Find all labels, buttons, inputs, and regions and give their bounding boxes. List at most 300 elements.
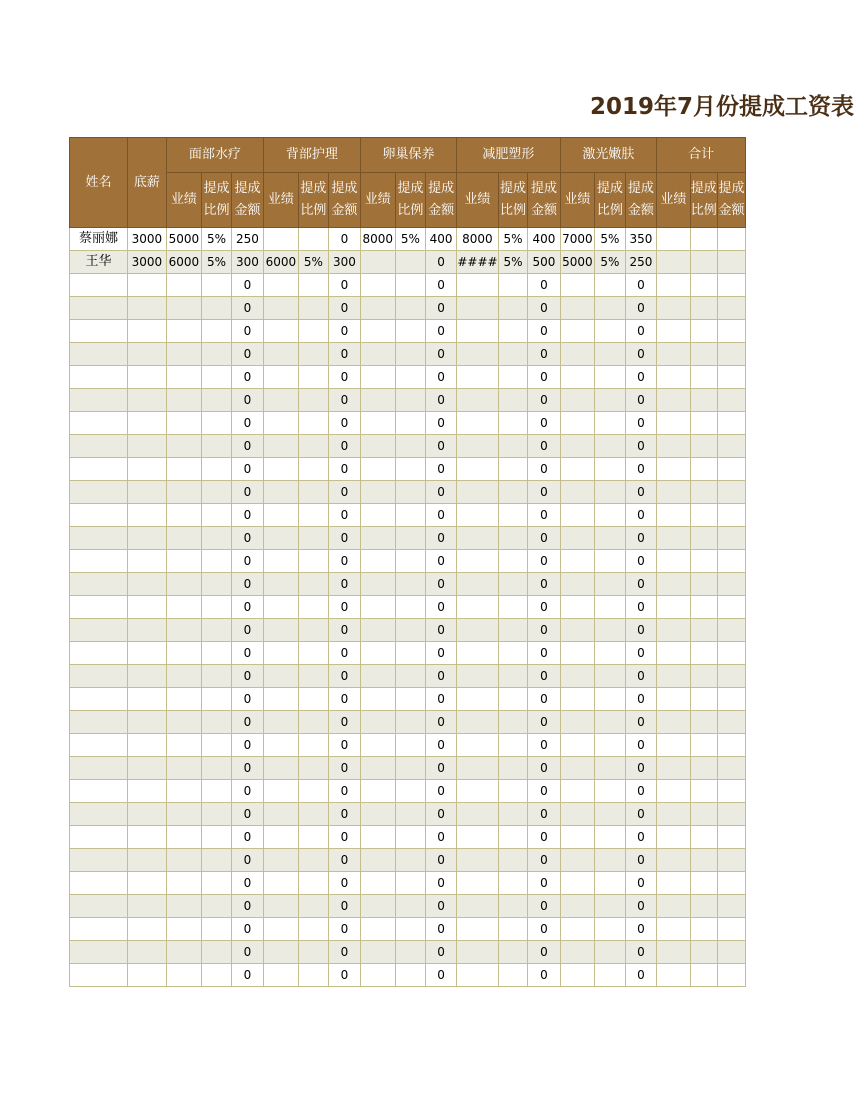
table-cell[interactable] bbox=[166, 504, 201, 527]
table-cell[interactable] bbox=[560, 343, 595, 366]
table-cell[interactable] bbox=[595, 389, 625, 412]
table-cell[interactable] bbox=[690, 573, 717, 596]
table-cell[interactable] bbox=[360, 527, 395, 550]
table-cell[interactable] bbox=[595, 320, 625, 343]
table-cell[interactable] bbox=[264, 711, 299, 734]
table-cell[interactable] bbox=[560, 481, 595, 504]
table-cell[interactable]: 0 bbox=[425, 412, 457, 435]
table-cell[interactable] bbox=[560, 504, 595, 527]
table-cell[interactable]: 6000 bbox=[166, 251, 201, 274]
cell-base-salary[interactable] bbox=[128, 458, 167, 481]
table-cell[interactable] bbox=[595, 688, 625, 711]
table-cell[interactable]: 5% bbox=[395, 228, 425, 251]
table-cell[interactable] bbox=[264, 412, 299, 435]
table-cell[interactable]: 0 bbox=[625, 366, 657, 389]
table-cell[interactable] bbox=[657, 872, 690, 895]
table-cell[interactable] bbox=[360, 665, 395, 688]
table-cell[interactable]: 5% bbox=[498, 228, 528, 251]
table-cell[interactable] bbox=[360, 596, 395, 619]
table-cell[interactable]: 0 bbox=[528, 343, 560, 366]
table-cell[interactable] bbox=[657, 573, 690, 596]
table-cell[interactable] bbox=[166, 826, 201, 849]
table-cell[interactable] bbox=[457, 573, 498, 596]
table-cell[interactable] bbox=[202, 435, 232, 458]
cell-name[interactable] bbox=[70, 527, 128, 550]
table-cell[interactable] bbox=[595, 435, 625, 458]
table-cell[interactable] bbox=[166, 964, 201, 987]
table-cell[interactable]: 0 bbox=[231, 320, 263, 343]
table-cell[interactable]: 0 bbox=[625, 918, 657, 941]
table-cell[interactable] bbox=[202, 895, 232, 918]
table-cell[interactable] bbox=[360, 964, 395, 987]
table-cell[interactable] bbox=[560, 780, 595, 803]
table-cell[interactable] bbox=[298, 964, 328, 987]
table-cell[interactable] bbox=[166, 527, 201, 550]
table-cell[interactable] bbox=[657, 481, 690, 504]
table-cell[interactable] bbox=[595, 757, 625, 780]
table-cell[interactable]: 0 bbox=[528, 964, 560, 987]
table-cell[interactable] bbox=[560, 274, 595, 297]
table-cell[interactable] bbox=[690, 251, 717, 274]
cell-name[interactable] bbox=[70, 619, 128, 642]
table-cell[interactable] bbox=[395, 320, 425, 343]
table-cell[interactable] bbox=[717, 849, 745, 872]
table-cell[interactable]: 0 bbox=[425, 734, 457, 757]
table-cell[interactable]: 0 bbox=[329, 320, 361, 343]
table-cell[interactable]: 5% bbox=[298, 251, 328, 274]
table-cell[interactable] bbox=[595, 941, 625, 964]
table-cell[interactable]: 0 bbox=[425, 550, 457, 573]
table-cell[interactable] bbox=[690, 895, 717, 918]
table-cell[interactable] bbox=[395, 297, 425, 320]
table-cell[interactable]: 0 bbox=[625, 343, 657, 366]
table-cell[interactable] bbox=[298, 849, 328, 872]
table-cell[interactable] bbox=[657, 366, 690, 389]
table-cell[interactable] bbox=[395, 803, 425, 826]
table-cell[interactable] bbox=[298, 803, 328, 826]
table-cell[interactable] bbox=[657, 228, 690, 251]
table-cell[interactable] bbox=[498, 343, 528, 366]
table-cell[interactable] bbox=[264, 895, 299, 918]
table-cell[interactable]: 0 bbox=[528, 941, 560, 964]
table-cell[interactable]: 0 bbox=[329, 458, 361, 481]
table-cell[interactable] bbox=[717, 527, 745, 550]
cell-base-salary[interactable] bbox=[128, 895, 167, 918]
table-cell[interactable] bbox=[560, 849, 595, 872]
cell-name[interactable] bbox=[70, 412, 128, 435]
table-cell[interactable]: 250 bbox=[625, 251, 657, 274]
table-cell[interactable] bbox=[717, 550, 745, 573]
table-cell[interactable] bbox=[560, 734, 595, 757]
table-cell[interactable]: 0 bbox=[625, 481, 657, 504]
table-cell[interactable] bbox=[298, 343, 328, 366]
cell-name[interactable] bbox=[70, 320, 128, 343]
table-cell[interactable] bbox=[498, 665, 528, 688]
table-cell[interactable]: 0 bbox=[425, 665, 457, 688]
table-cell[interactable]: 7000 bbox=[560, 228, 595, 251]
table-cell[interactable] bbox=[395, 550, 425, 573]
table-cell[interactable] bbox=[560, 366, 595, 389]
table-cell[interactable]: 0 bbox=[231, 504, 263, 527]
table-cell[interactable]: 0 bbox=[625, 389, 657, 412]
table-cell[interactable] bbox=[560, 389, 595, 412]
cell-base-salary[interactable] bbox=[128, 711, 167, 734]
table-cell[interactable] bbox=[657, 320, 690, 343]
cell-base-salary[interactable] bbox=[128, 573, 167, 596]
cell-base-salary[interactable] bbox=[128, 734, 167, 757]
table-cell[interactable] bbox=[264, 964, 299, 987]
table-cell[interactable] bbox=[560, 918, 595, 941]
table-cell[interactable]: 0 bbox=[528, 895, 560, 918]
cell-name[interactable] bbox=[70, 826, 128, 849]
table-cell[interactable]: 0 bbox=[425, 780, 457, 803]
table-cell[interactable]: 0 bbox=[231, 757, 263, 780]
table-cell[interactable] bbox=[166, 941, 201, 964]
table-cell[interactable] bbox=[360, 504, 395, 527]
table-cell[interactable]: 300 bbox=[231, 251, 263, 274]
table-cell[interactable] bbox=[657, 780, 690, 803]
table-cell[interactable]: 0 bbox=[425, 527, 457, 550]
table-cell[interactable]: 0 bbox=[528, 435, 560, 458]
table-cell[interactable]: 0 bbox=[425, 895, 457, 918]
table-cell[interactable]: 0 bbox=[528, 481, 560, 504]
table-cell[interactable]: 0 bbox=[528, 412, 560, 435]
table-cell[interactable]: 0 bbox=[425, 596, 457, 619]
table-cell[interactable] bbox=[264, 734, 299, 757]
cell-base-salary[interactable] bbox=[128, 527, 167, 550]
table-cell[interactable] bbox=[298, 481, 328, 504]
table-cell[interactable] bbox=[595, 711, 625, 734]
table-cell[interactable] bbox=[717, 435, 745, 458]
table-cell[interactable] bbox=[264, 642, 299, 665]
table-cell[interactable]: 0 bbox=[329, 711, 361, 734]
table-cell[interactable] bbox=[264, 826, 299, 849]
table-cell[interactable] bbox=[690, 389, 717, 412]
table-cell[interactable] bbox=[360, 826, 395, 849]
table-cell[interactable]: 0 bbox=[425, 918, 457, 941]
table-cell[interactable] bbox=[395, 366, 425, 389]
cell-base-salary[interactable] bbox=[128, 757, 167, 780]
cell-base-salary[interactable] bbox=[128, 619, 167, 642]
table-cell[interactable] bbox=[202, 688, 232, 711]
table-cell[interactable] bbox=[498, 711, 528, 734]
table-cell[interactable]: 0 bbox=[528, 665, 560, 688]
table-cell[interactable]: 0 bbox=[329, 734, 361, 757]
table-cell[interactable]: 0 bbox=[528, 711, 560, 734]
table-cell[interactable] bbox=[457, 688, 498, 711]
table-cell[interactable]: 0 bbox=[625, 688, 657, 711]
table-cell[interactable]: 0 bbox=[329, 366, 361, 389]
table-cell[interactable] bbox=[657, 297, 690, 320]
table-cell[interactable] bbox=[298, 688, 328, 711]
table-cell[interactable] bbox=[498, 527, 528, 550]
cell-name[interactable] bbox=[70, 780, 128, 803]
table-cell[interactable] bbox=[395, 412, 425, 435]
table-cell[interactable]: 0 bbox=[231, 596, 263, 619]
cell-name[interactable] bbox=[70, 596, 128, 619]
table-cell[interactable]: 0 bbox=[625, 734, 657, 757]
table-cell[interactable] bbox=[717, 826, 745, 849]
table-cell[interactable] bbox=[657, 642, 690, 665]
table-cell[interactable] bbox=[457, 642, 498, 665]
cell-base-salary[interactable] bbox=[128, 872, 167, 895]
table-cell[interactable]: 0 bbox=[528, 320, 560, 343]
table-cell[interactable]: #### bbox=[457, 251, 498, 274]
table-cell[interactable] bbox=[457, 734, 498, 757]
table-cell[interactable]: 8000 bbox=[360, 228, 395, 251]
table-cell[interactable] bbox=[166, 711, 201, 734]
table-cell[interactable] bbox=[717, 274, 745, 297]
table-cell[interactable] bbox=[690, 596, 717, 619]
table-cell[interactable] bbox=[395, 642, 425, 665]
table-cell[interactable] bbox=[498, 435, 528, 458]
table-cell[interactable] bbox=[202, 458, 232, 481]
table-cell[interactable]: 0 bbox=[425, 757, 457, 780]
table-cell[interactable] bbox=[166, 895, 201, 918]
table-cell[interactable] bbox=[457, 711, 498, 734]
table-cell[interactable] bbox=[657, 412, 690, 435]
table-cell[interactable] bbox=[717, 665, 745, 688]
table-cell[interactable]: 0 bbox=[425, 803, 457, 826]
cell-base-salary[interactable] bbox=[128, 941, 167, 964]
table-cell[interactable] bbox=[657, 389, 690, 412]
table-cell[interactable]: 8000 bbox=[457, 228, 498, 251]
table-cell[interactable] bbox=[360, 619, 395, 642]
table-cell[interactable] bbox=[264, 688, 299, 711]
table-cell[interactable] bbox=[717, 412, 745, 435]
table-cell[interactable] bbox=[717, 481, 745, 504]
table-cell[interactable] bbox=[298, 389, 328, 412]
table-cell[interactable]: 0 bbox=[528, 596, 560, 619]
table-cell[interactable] bbox=[264, 757, 299, 780]
table-cell[interactable] bbox=[690, 228, 717, 251]
table-cell[interactable]: 0 bbox=[231, 389, 263, 412]
table-cell[interactable] bbox=[690, 803, 717, 826]
table-cell[interactable] bbox=[202, 412, 232, 435]
table-cell[interactable]: 0 bbox=[625, 642, 657, 665]
table-cell[interactable]: 0 bbox=[231, 734, 263, 757]
cell-base-salary[interactable]: 3000 bbox=[128, 228, 167, 251]
table-cell[interactable] bbox=[202, 803, 232, 826]
table-cell[interactable] bbox=[166, 803, 201, 826]
table-cell[interactable] bbox=[202, 711, 232, 734]
table-cell[interactable] bbox=[395, 826, 425, 849]
table-cell[interactable] bbox=[298, 665, 328, 688]
table-cell[interactable] bbox=[395, 665, 425, 688]
table-cell[interactable] bbox=[560, 964, 595, 987]
table-cell[interactable]: 0 bbox=[625, 780, 657, 803]
table-cell[interactable] bbox=[395, 527, 425, 550]
table-cell[interactable] bbox=[264, 780, 299, 803]
table-cell[interactable]: 0 bbox=[231, 550, 263, 573]
table-cell[interactable] bbox=[657, 711, 690, 734]
table-cell[interactable]: 250 bbox=[231, 228, 263, 251]
table-cell[interactable]: 0 bbox=[231, 343, 263, 366]
table-cell[interactable] bbox=[595, 527, 625, 550]
table-cell[interactable] bbox=[595, 964, 625, 987]
table-cell[interactable] bbox=[690, 481, 717, 504]
table-cell[interactable] bbox=[657, 964, 690, 987]
table-cell[interactable] bbox=[457, 803, 498, 826]
cell-base-salary[interactable] bbox=[128, 343, 167, 366]
table-cell[interactable]: 500 bbox=[528, 251, 560, 274]
cell-base-salary[interactable] bbox=[128, 274, 167, 297]
table-cell[interactable] bbox=[498, 941, 528, 964]
table-cell[interactable] bbox=[498, 918, 528, 941]
cell-name[interactable] bbox=[70, 757, 128, 780]
table-cell[interactable] bbox=[166, 343, 201, 366]
cell-name[interactable] bbox=[70, 665, 128, 688]
table-cell[interactable]: 0 bbox=[425, 343, 457, 366]
table-cell[interactable] bbox=[717, 757, 745, 780]
table-cell[interactable]: 0 bbox=[231, 688, 263, 711]
table-cell[interactable]: 0 bbox=[425, 826, 457, 849]
table-cell[interactable] bbox=[166, 665, 201, 688]
table-cell[interactable]: 0 bbox=[231, 918, 263, 941]
table-cell[interactable]: 0 bbox=[329, 481, 361, 504]
table-cell[interactable]: 5000 bbox=[166, 228, 201, 251]
table-cell[interactable] bbox=[595, 343, 625, 366]
table-cell[interactable] bbox=[657, 458, 690, 481]
table-cell[interactable] bbox=[166, 642, 201, 665]
table-cell[interactable]: 0 bbox=[528, 757, 560, 780]
table-cell[interactable]: 0 bbox=[625, 320, 657, 343]
table-cell[interactable] bbox=[595, 274, 625, 297]
table-cell[interactable]: 0 bbox=[625, 872, 657, 895]
table-cell[interactable]: 0 bbox=[425, 941, 457, 964]
table-cell[interactable] bbox=[395, 711, 425, 734]
table-cell[interactable] bbox=[560, 826, 595, 849]
table-cell[interactable] bbox=[657, 527, 690, 550]
table-cell[interactable] bbox=[457, 550, 498, 573]
cell-name[interactable]: 蔡丽娜 bbox=[70, 228, 128, 251]
cell-base-salary[interactable] bbox=[128, 803, 167, 826]
table-cell[interactable] bbox=[717, 228, 745, 251]
table-cell[interactable] bbox=[360, 481, 395, 504]
table-cell[interactable] bbox=[202, 481, 232, 504]
table-cell[interactable]: 0 bbox=[528, 642, 560, 665]
table-cell[interactable] bbox=[717, 872, 745, 895]
table-cell[interactable] bbox=[202, 504, 232, 527]
table-cell[interactable] bbox=[166, 619, 201, 642]
table-cell[interactable]: 0 bbox=[329, 412, 361, 435]
table-cell[interactable]: 0 bbox=[528, 550, 560, 573]
table-cell[interactable] bbox=[202, 780, 232, 803]
table-cell[interactable] bbox=[298, 228, 328, 251]
cell-name[interactable] bbox=[70, 918, 128, 941]
table-cell[interactable]: 0 bbox=[528, 688, 560, 711]
table-cell[interactable] bbox=[657, 941, 690, 964]
table-cell[interactable] bbox=[457, 849, 498, 872]
table-cell[interactable] bbox=[202, 826, 232, 849]
table-cell[interactable]: 5000 bbox=[560, 251, 595, 274]
table-cell[interactable] bbox=[360, 918, 395, 941]
table-cell[interactable]: 0 bbox=[528, 458, 560, 481]
table-cell[interactable] bbox=[264, 297, 299, 320]
table-cell[interactable] bbox=[395, 435, 425, 458]
table-cell[interactable]: 0 bbox=[425, 274, 457, 297]
table-cell[interactable] bbox=[717, 343, 745, 366]
cell-base-salary[interactable] bbox=[128, 780, 167, 803]
table-cell[interactable]: 6000 bbox=[264, 251, 299, 274]
table-cell[interactable] bbox=[202, 918, 232, 941]
table-cell[interactable]: 0 bbox=[528, 274, 560, 297]
table-cell[interactable]: 0 bbox=[425, 711, 457, 734]
table-cell[interactable] bbox=[264, 274, 299, 297]
table-cell[interactable]: 0 bbox=[625, 458, 657, 481]
table-cell[interactable] bbox=[360, 872, 395, 895]
table-cell[interactable] bbox=[717, 711, 745, 734]
table-cell[interactable] bbox=[264, 481, 299, 504]
table-cell[interactable] bbox=[298, 596, 328, 619]
table-cell[interactable]: 0 bbox=[625, 297, 657, 320]
table-cell[interactable] bbox=[202, 550, 232, 573]
table-cell[interactable] bbox=[264, 619, 299, 642]
table-cell[interactable] bbox=[690, 941, 717, 964]
table-cell[interactable] bbox=[560, 665, 595, 688]
table-cell[interactable]: 0 bbox=[625, 826, 657, 849]
table-cell[interactable] bbox=[298, 297, 328, 320]
table-cell[interactable]: 0 bbox=[329, 872, 361, 895]
cell-base-salary[interactable] bbox=[128, 642, 167, 665]
table-cell[interactable] bbox=[457, 435, 498, 458]
table-cell[interactable] bbox=[360, 642, 395, 665]
cell-base-salary[interactable] bbox=[128, 504, 167, 527]
table-cell[interactable] bbox=[717, 895, 745, 918]
table-cell[interactable] bbox=[690, 274, 717, 297]
table-cell[interactable] bbox=[657, 849, 690, 872]
table-cell[interactable]: 0 bbox=[329, 941, 361, 964]
cell-base-salary[interactable] bbox=[128, 964, 167, 987]
table-cell[interactable]: 0 bbox=[528, 366, 560, 389]
table-cell[interactable]: 0 bbox=[329, 964, 361, 987]
cell-base-salary[interactable] bbox=[128, 688, 167, 711]
cell-base-salary[interactable] bbox=[128, 596, 167, 619]
table-cell[interactable] bbox=[498, 895, 528, 918]
table-cell[interactable]: 5% bbox=[595, 228, 625, 251]
table-cell[interactable] bbox=[457, 366, 498, 389]
table-cell[interactable]: 0 bbox=[528, 297, 560, 320]
table-cell[interactable]: 0 bbox=[528, 872, 560, 895]
cell-name[interactable] bbox=[70, 274, 128, 297]
table-cell[interactable] bbox=[595, 734, 625, 757]
table-cell[interactable] bbox=[395, 941, 425, 964]
table-cell[interactable]: 0 bbox=[329, 274, 361, 297]
table-cell[interactable] bbox=[202, 849, 232, 872]
table-cell[interactable]: 0 bbox=[625, 665, 657, 688]
table-cell[interactable] bbox=[717, 734, 745, 757]
table-cell[interactable]: 0 bbox=[425, 481, 457, 504]
table-cell[interactable] bbox=[657, 688, 690, 711]
table-cell[interactable] bbox=[264, 596, 299, 619]
table-cell[interactable] bbox=[690, 458, 717, 481]
table-cell[interactable]: 0 bbox=[329, 504, 361, 527]
table-cell[interactable]: 0 bbox=[528, 619, 560, 642]
table-cell[interactable] bbox=[717, 964, 745, 987]
table-cell[interactable]: 5% bbox=[595, 251, 625, 274]
table-cell[interactable] bbox=[264, 665, 299, 688]
table-cell[interactable] bbox=[166, 734, 201, 757]
table-cell[interactable]: 0 bbox=[425, 872, 457, 895]
table-cell[interactable] bbox=[202, 872, 232, 895]
table-cell[interactable]: 0 bbox=[329, 757, 361, 780]
table-cell[interactable] bbox=[690, 527, 717, 550]
table-cell[interactable] bbox=[690, 918, 717, 941]
table-cell[interactable] bbox=[657, 596, 690, 619]
table-cell[interactable] bbox=[595, 366, 625, 389]
table-cell[interactable] bbox=[395, 251, 425, 274]
table-cell[interactable] bbox=[717, 504, 745, 527]
